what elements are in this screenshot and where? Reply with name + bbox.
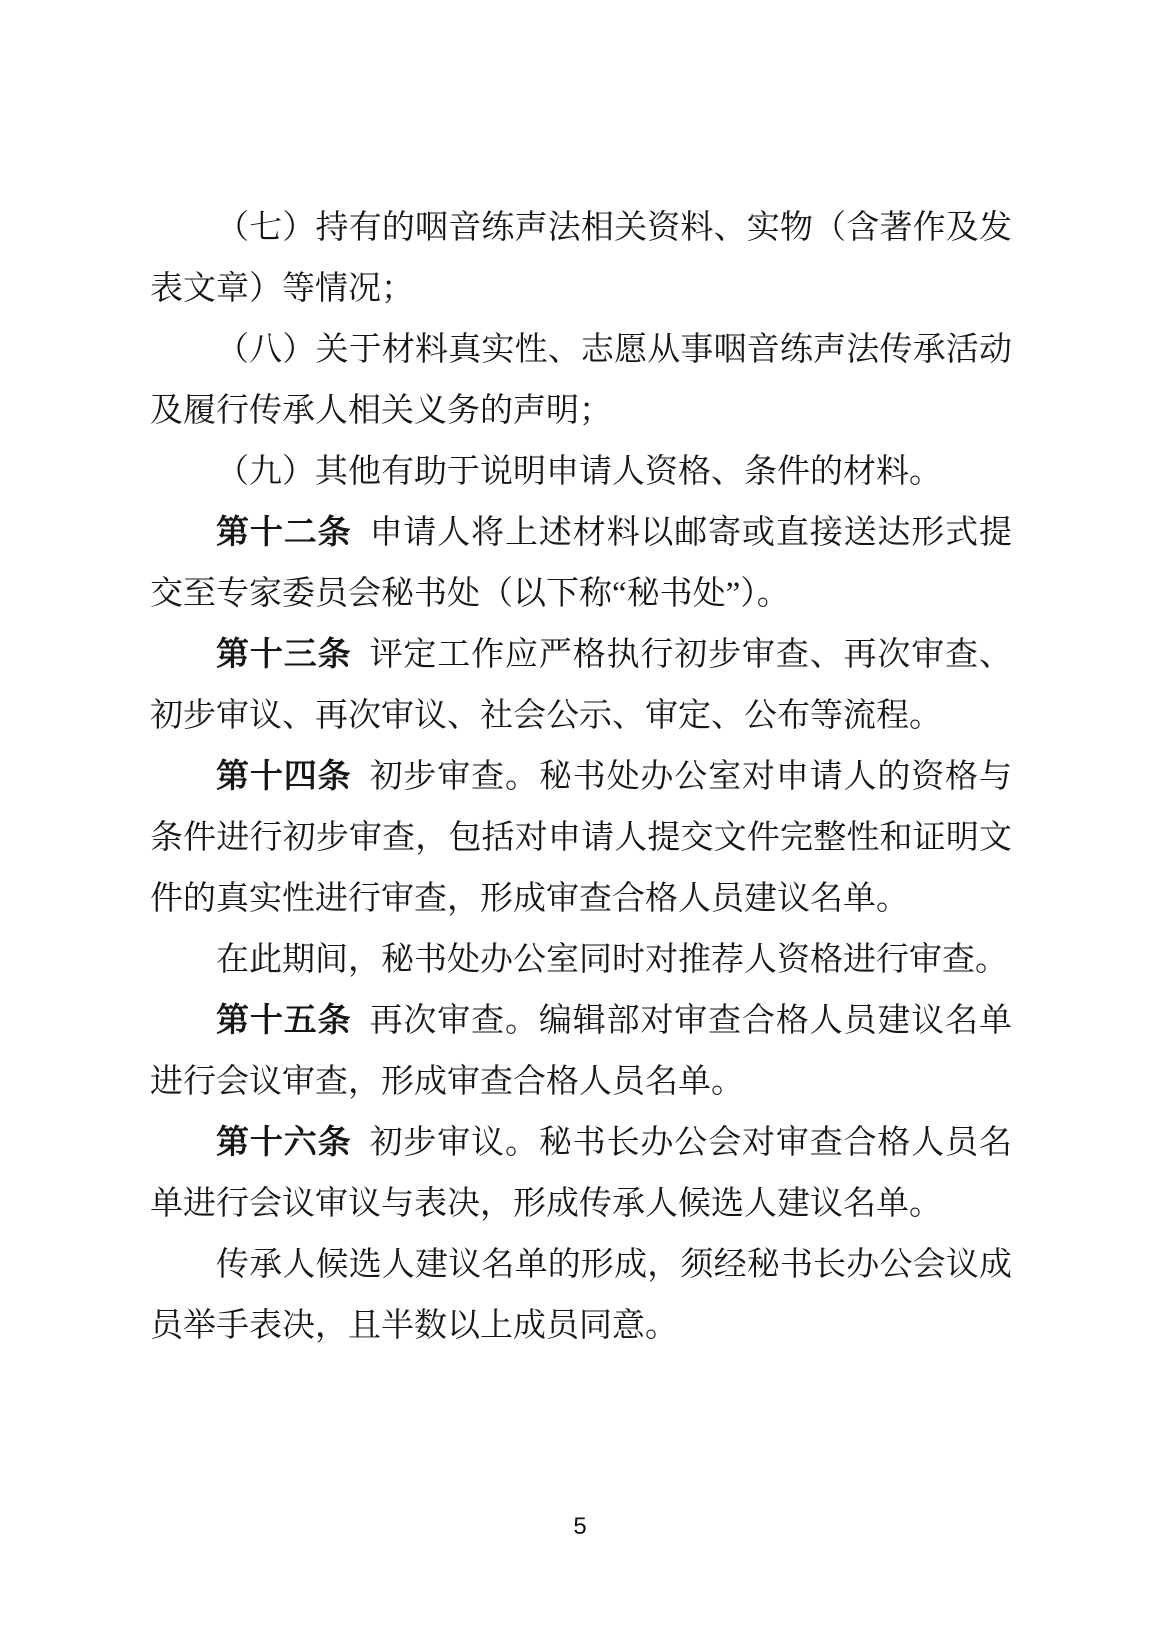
paragraph-text: （七）持有的咽音练声法相关资料、实物（含著作及发表文章）等情况； bbox=[150, 210, 1012, 307]
paragraph-text: （九）其他有助于说明申请人资格、条件的材料。 bbox=[216, 454, 942, 490]
article-13 bbox=[150, 625, 1012, 747]
clause-9 bbox=[150, 442, 1012, 503]
article-12 bbox=[150, 503, 1012, 625]
article-16-note bbox=[150, 1235, 1012, 1357]
paragraph-text: 再次审查。编辑部对审查合格人员建议名单进行会议审查，形成审查合格人员名单。 bbox=[150, 1003, 1013, 1100]
article-number: 第十六条 bbox=[216, 1125, 352, 1161]
clause-8 bbox=[150, 320, 1012, 442]
article-number: 第十二条 bbox=[216, 515, 352, 551]
article-number: 第十五条 bbox=[216, 1003, 352, 1039]
paragraph-text: 传承人候选人建议名单的形成，须经秘书长办公会议成员举手表决，且半数以上成员同意。 bbox=[150, 1247, 1012, 1344]
paragraph-text: 在此期间，秘书处办公室同时对推荐人资格进行审查。 bbox=[216, 942, 1008, 978]
article-number: 第十三条 bbox=[216, 637, 352, 673]
clause-7 bbox=[150, 198, 1012, 320]
paragraph-text: 初步审议。秘书长办公会对审查合格人员名单进行会议审议与表决，形成传承人候选人建议名单。 bbox=[150, 1125, 1013, 1222]
paragraph-text: 评定工作应严格执行初步审查、再次审查、初步审议、再次审议、社会公示、审定、公布等流程。 bbox=[150, 637, 1013, 734]
article-14-note bbox=[150, 930, 1012, 991]
article-number: 第十四条 bbox=[216, 759, 352, 795]
page-number: 5 bbox=[573, 1513, 587, 1540]
article-14 bbox=[150, 747, 1012, 930]
article-16 bbox=[150, 1113, 1012, 1235]
paragraph-text: 初步审查。秘书处办公室对申请人的资格与条件进行初步审查，包括对申请人提交文件完整性和证明文件的真实性进行审查，形成审查合格人员建议名单。 bbox=[150, 759, 1013, 917]
paragraph-text: （八）关于材料真实性、志愿从事咽音练声法传承活动及履行传承人相关义务的声明； bbox=[150, 332, 1012, 429]
article-15 bbox=[150, 991, 1012, 1113]
paragraph-text: 申请人将上述材料以邮寄或直接送达形式提交至专家委员会秘书处（以下称“秘书处”）。 bbox=[150, 515, 1013, 612]
document-body bbox=[150, 198, 1012, 1357]
